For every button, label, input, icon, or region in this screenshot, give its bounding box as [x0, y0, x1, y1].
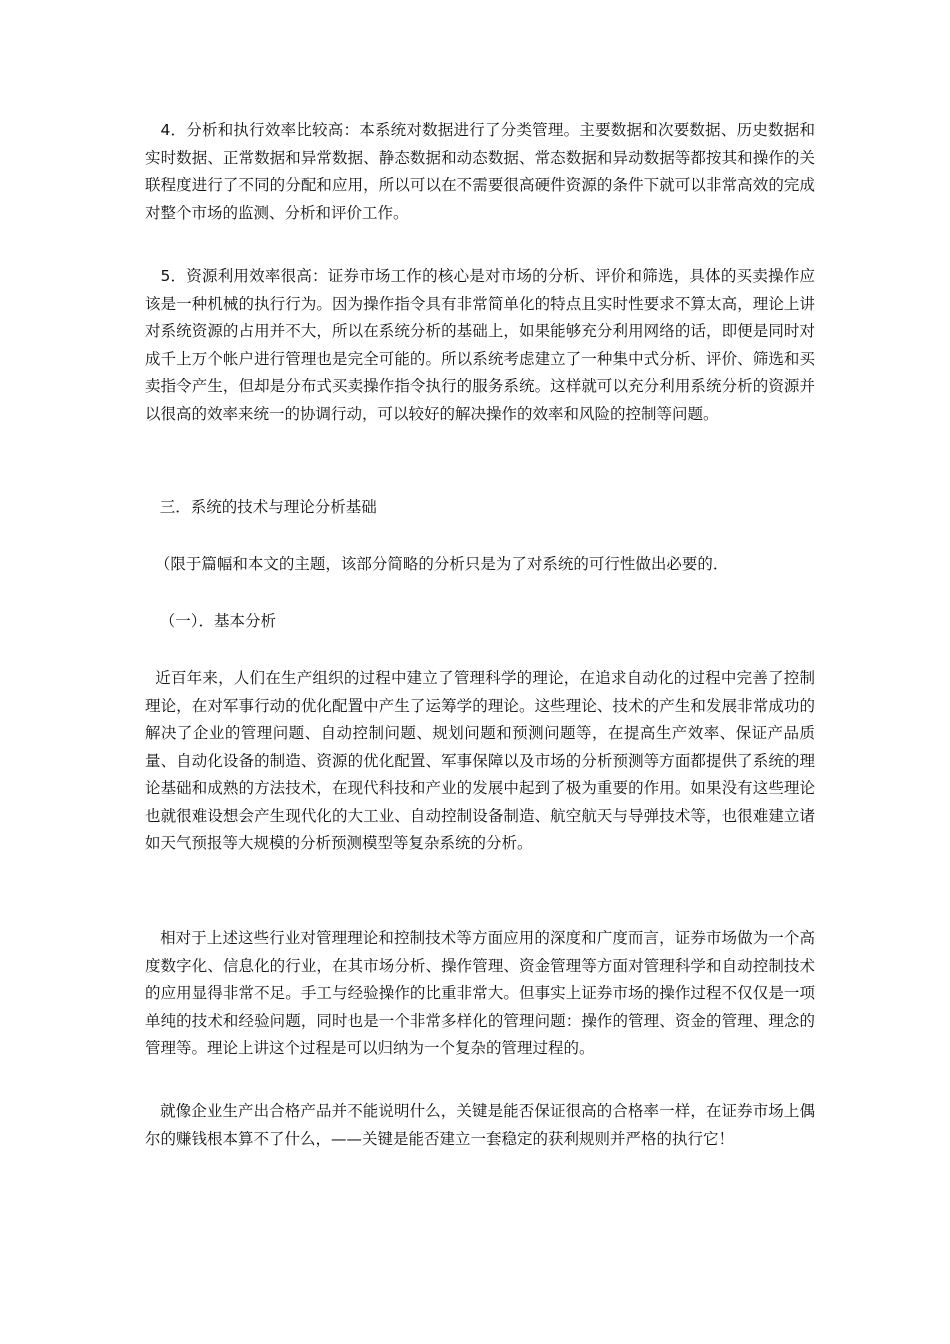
section-heading-3: 三．系统的技术与理论分析基础: [145, 498, 377, 516]
subsection-heading-basic-analysis: （一）．基本分析: [145, 612, 277, 630]
paragraph-theory-history: 近百年来，人们在生产组织的过程中建立了管理科学的理论，在追求自动化的过程中完善了控制理论，在对军事行动的优化配置中产生了运筹学的理论。这些理论、技术的产生和发展非常成功的解决了企业的管理问题、自动控制问题、规划问题和预测问题等，在提高生产效率、保证产品质量、自动化设备的制造、资源的优化配置、军事保障以及市场的分析预测等方面都提供了系统的理论基础和成熟的方法技术，在现代科技和产业的发展中起到了极为重要的作用。如果没有这些理论也就很难设想会产生现代化的大工业、自动控制设备制造、航空航天与导弹技术等，也很难建立诸如天气预报等大规模的分析预测模型等复杂系统的分析。: [145, 669, 815, 852]
paragraph-profit-rules: 就像企业生产出合格产品并不能说明什么，关键是能否保证很高的合格率一样，在证券市场上偶尔的赚钱根本算不了什么，——关键是能否建立一套稳定的获利规则并严格的执行它！: [145, 1102, 815, 1148]
paragraph-item-4-efficiency: 4．分析和执行效率比较高：本系统对数据进行了分类管理。主要数据和次要数据、历史数据和实时数据、正常数据和异常数据、静态数据和动态数据、常态数据和异动数据等都按其和操作的关联程度进行了不同的分配和应用，所以可以在不需要很高硬件资源的条件下就可以非常高效的完成对整个市场的监测、分析和评价工作。: [145, 121, 815, 222]
paragraph-item-5-resource-utilization: 5．资源利用效率很高：证券市场工作的核心是对市场的分析、评价和筛选，具体的买卖操作应该是一种机械的执行行为。因为操作指令具有非常简单化的特点且实时性要求不算太高，理论上讲对系统资源的占用并不大，所以在系统分析的基础上，如果能够充分利用网络的话，即便是同时对成千上万个帐户进行管理也是完全可能的。所以系统考虑建立了一种集中式分析、评价、筛选和买卖指令产生，但却是分布式买卖操作指令执行的服务系统。这样就可以充分利用系统分析的资源并以很高的效率来统一的协调行动，可以较好的解决操作的效率和风险的控制等问题。: [145, 267, 815, 423]
paragraph-securities-market: 相对于上述这些行业对管理理论和控制技术等方面应用的深度和广度而言，证券市场做为一个高度数字化、信息化的行业，在其市场分析、操作管理、资金管理等方面对管理科学和自动控制技术的应用显得非常不足。手工与经验操作的比重非常大。但事实上证券市场的操作过程不仅仅是一项单纯的技术和经验问题，同时也是一个非常多样化的管理问题：操作的管理、资金的管理、理念的管理等。理论上讲这个过程是可以归纳为一个复杂的管理过程的。: [145, 929, 815, 1057]
section-note: （限于篇幅和本文的主题，该部分简略的分析只是为了对系统的可行性做出必要的．: [145, 555, 729, 573]
